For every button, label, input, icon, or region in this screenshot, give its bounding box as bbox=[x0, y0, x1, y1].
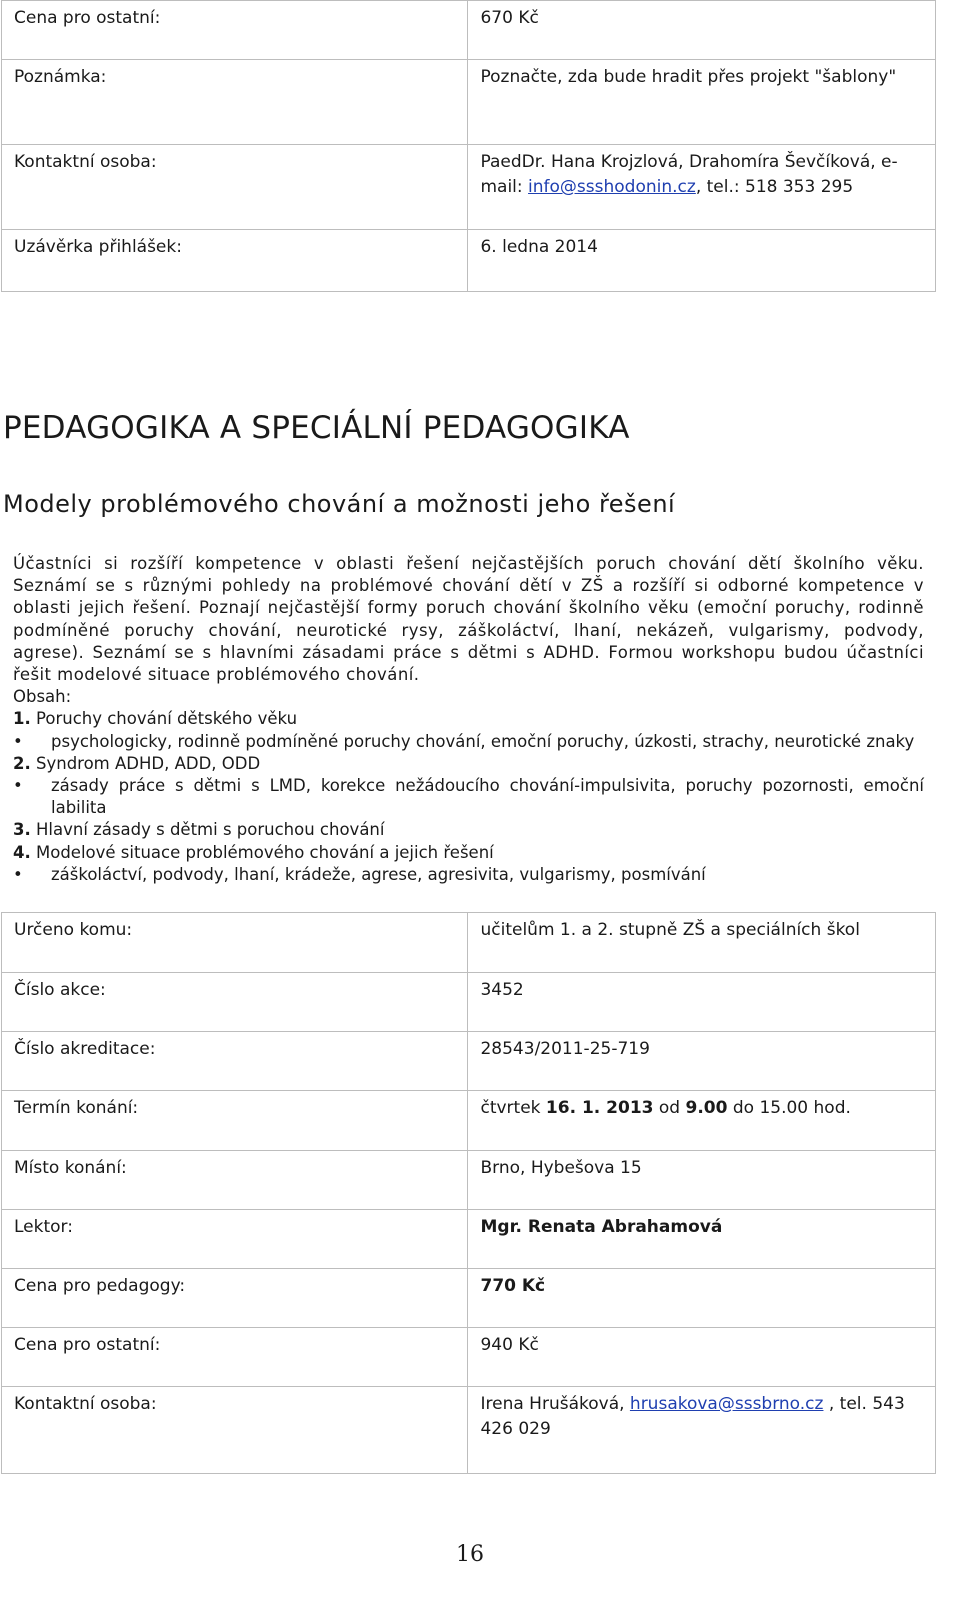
table-row bbox=[2, 1151, 936, 1210]
section-title: Hlavní zásady s dětmi s poruchou chování bbox=[30, 820, 385, 840]
deadline-value: 6. ledna 2014 bbox=[468, 230, 936, 292]
contact-phone: , tel.: 518 353 295 bbox=[695, 177, 854, 197]
date-text: od bbox=[653, 1098, 686, 1118]
table-row bbox=[2, 60, 936, 145]
accreditation-value: 28543/2011-25-719 bbox=[468, 1032, 936, 1091]
venue-value: Brno, Hybešova 15 bbox=[468, 1151, 936, 1210]
section-1-bullet bbox=[13, 731, 924, 753]
contact-name: Irena Hrušáková, bbox=[480, 1394, 630, 1414]
venue-label: Místo konání: bbox=[2, 1151, 468, 1210]
table-row bbox=[2, 1, 936, 60]
section-title: Modelové situace problémového chování a jejich řešení bbox=[30, 842, 494, 862]
contact-text: PaedDr. Hana Krojzlová, Drahomíra Ševčíková, e-mail: bbox=[480, 152, 898, 197]
course-description bbox=[13, 553, 924, 886]
section-title: Syndrom ADHD, ADD, ODD bbox=[30, 753, 261, 773]
section-number: 3. bbox=[13, 820, 31, 840]
event-number-value: 3452 bbox=[468, 973, 936, 1032]
section-2-bullet bbox=[13, 775, 924, 819]
price-teachers-label: Cena pro pedagogy: bbox=[2, 1269, 468, 1328]
date-date: 16. 1. 2013 bbox=[545, 1098, 654, 1118]
bullet-text: záškoláctví, podvody, lhaní, krádeže, agrese, agresivita, vulgarismy, posmívání bbox=[51, 864, 706, 884]
description-sentence: Poznají nejčastější formy poruch chování školního věku (emoční poruchy, rodinně podmíněné poruchy chování, neurotické rysy, záškoláctví, lhaní, nekázeň, vulgarismy, podvody, agrese). Seznámí se s hlavními zásadami práce s dětmi s ADHD. Formou workshopu budou účastníci řešit modelové situace problémového chování. bbox=[13, 598, 924, 685]
section-number: 4. bbox=[13, 842, 31, 862]
accreditation-label: Číslo akreditace: bbox=[2, 1032, 468, 1091]
table-row bbox=[2, 1387, 936, 1474]
price-others-value: 940 Kč bbox=[468, 1328, 936, 1387]
table-row bbox=[2, 1210, 936, 1269]
contact-phone: , tel. 543 426 029 bbox=[480, 1394, 905, 1439]
note-label: Poznámka: bbox=[2, 60, 468, 145]
page-number: 16 bbox=[456, 1542, 484, 1567]
price-teachers-value: 770 Kč bbox=[468, 1269, 936, 1328]
audience-label: Určeno komu: bbox=[2, 913, 468, 973]
contact-email-link[interactable]: hrusakova@sssbrno.cz bbox=[629, 1394, 824, 1414]
date-value bbox=[468, 1091, 936, 1151]
content-section-3 bbox=[13, 819, 924, 841]
content-section-1 bbox=[13, 708, 924, 730]
description-sentence: Seznámí se s různými pohledy na problémové chování dětí v ZŠ a rozšíří si odborné kompetence v oblasti jejich řešení. bbox=[13, 576, 924, 618]
table-row bbox=[2, 1091, 936, 1151]
section-number: 1. bbox=[13, 709, 31, 729]
description-paragraph bbox=[13, 553, 924, 686]
deadline-label: Uzávěrka přihlášek: bbox=[2, 230, 468, 292]
lecturer-label: Lektor: bbox=[2, 1210, 468, 1269]
contact-value bbox=[468, 1387, 936, 1474]
date-start-minute: 00 bbox=[703, 1098, 728, 1118]
section-4-bullet bbox=[13, 864, 924, 886]
price-others-label: Cena pro ostatní: bbox=[2, 1, 468, 60]
section-number: 2. bbox=[13, 753, 31, 773]
contact-label: Kontaktní osoba: bbox=[2, 145, 468, 230]
price-others-value: 670 Kč bbox=[468, 1, 936, 60]
table-row bbox=[2, 913, 936, 973]
audience-value: učitelům 1. a 2. stupně ZŠ a speciálních škol bbox=[468, 913, 936, 973]
table-row bbox=[2, 1328, 936, 1387]
course-title: Modely problémového chování a možnosti jeho řešení bbox=[3, 490, 676, 518]
course-info-table bbox=[1, 912, 936, 1474]
bullet-text: zásady práce s dětmi s LMD, korekce nežádoucího chování-impulsivita, poruchy pozornosti, emoční labilita bbox=[51, 776, 924, 818]
price-others-label: Cena pro ostatní: bbox=[2, 1328, 468, 1387]
section-title: Poruchy chování dětského věku bbox=[30, 709, 298, 729]
date-day: čtvrtek bbox=[480, 1098, 546, 1118]
bullet-text: psychologicky, rodinně podmíněné poruchy chování, emoční poruchy, úzkosti, strachy, neurotické znaky bbox=[51, 731, 915, 751]
content-section-2 bbox=[13, 753, 924, 775]
table-row bbox=[2, 973, 936, 1032]
table-row bbox=[2, 145, 936, 230]
date-label: Termín konání: bbox=[2, 1091, 468, 1151]
contact-email-link[interactable]: info@ssshodonin.cz bbox=[528, 177, 696, 197]
section-heading: PEDAGOGIKA A SPECIÁLNÍ PEDAGOGIKA bbox=[3, 410, 630, 446]
table-row bbox=[2, 230, 936, 292]
bullet-icon: • bbox=[13, 731, 23, 751]
content-section-4 bbox=[13, 842, 924, 864]
contact-value bbox=[468, 145, 936, 230]
contents-label: Obsah: bbox=[13, 687, 72, 707]
note-value: Poznačte, zda bude hradit přes projekt "šablony" bbox=[468, 60, 936, 145]
table-row bbox=[2, 1032, 936, 1091]
lecturer-value: Mgr. Renata Abrahamová bbox=[468, 1210, 936, 1269]
bullet-icon: • bbox=[13, 864, 23, 884]
description-sentence: Účastníci si rozšíří kompetence v oblasti řešení nejčastějších poruch chování dětí školního věku. bbox=[13, 554, 924, 573]
table-row bbox=[2, 1269, 936, 1328]
contact-label: Kontaktní osoba: bbox=[2, 1387, 468, 1474]
date-end: do 15.00 hod. bbox=[727, 1098, 851, 1118]
event-number-label: Číslo akce: bbox=[2, 973, 468, 1032]
date-start-hour: 9. bbox=[685, 1098, 704, 1118]
bullet-icon: • bbox=[13, 776, 23, 796]
top-info-table bbox=[1, 0, 936, 292]
